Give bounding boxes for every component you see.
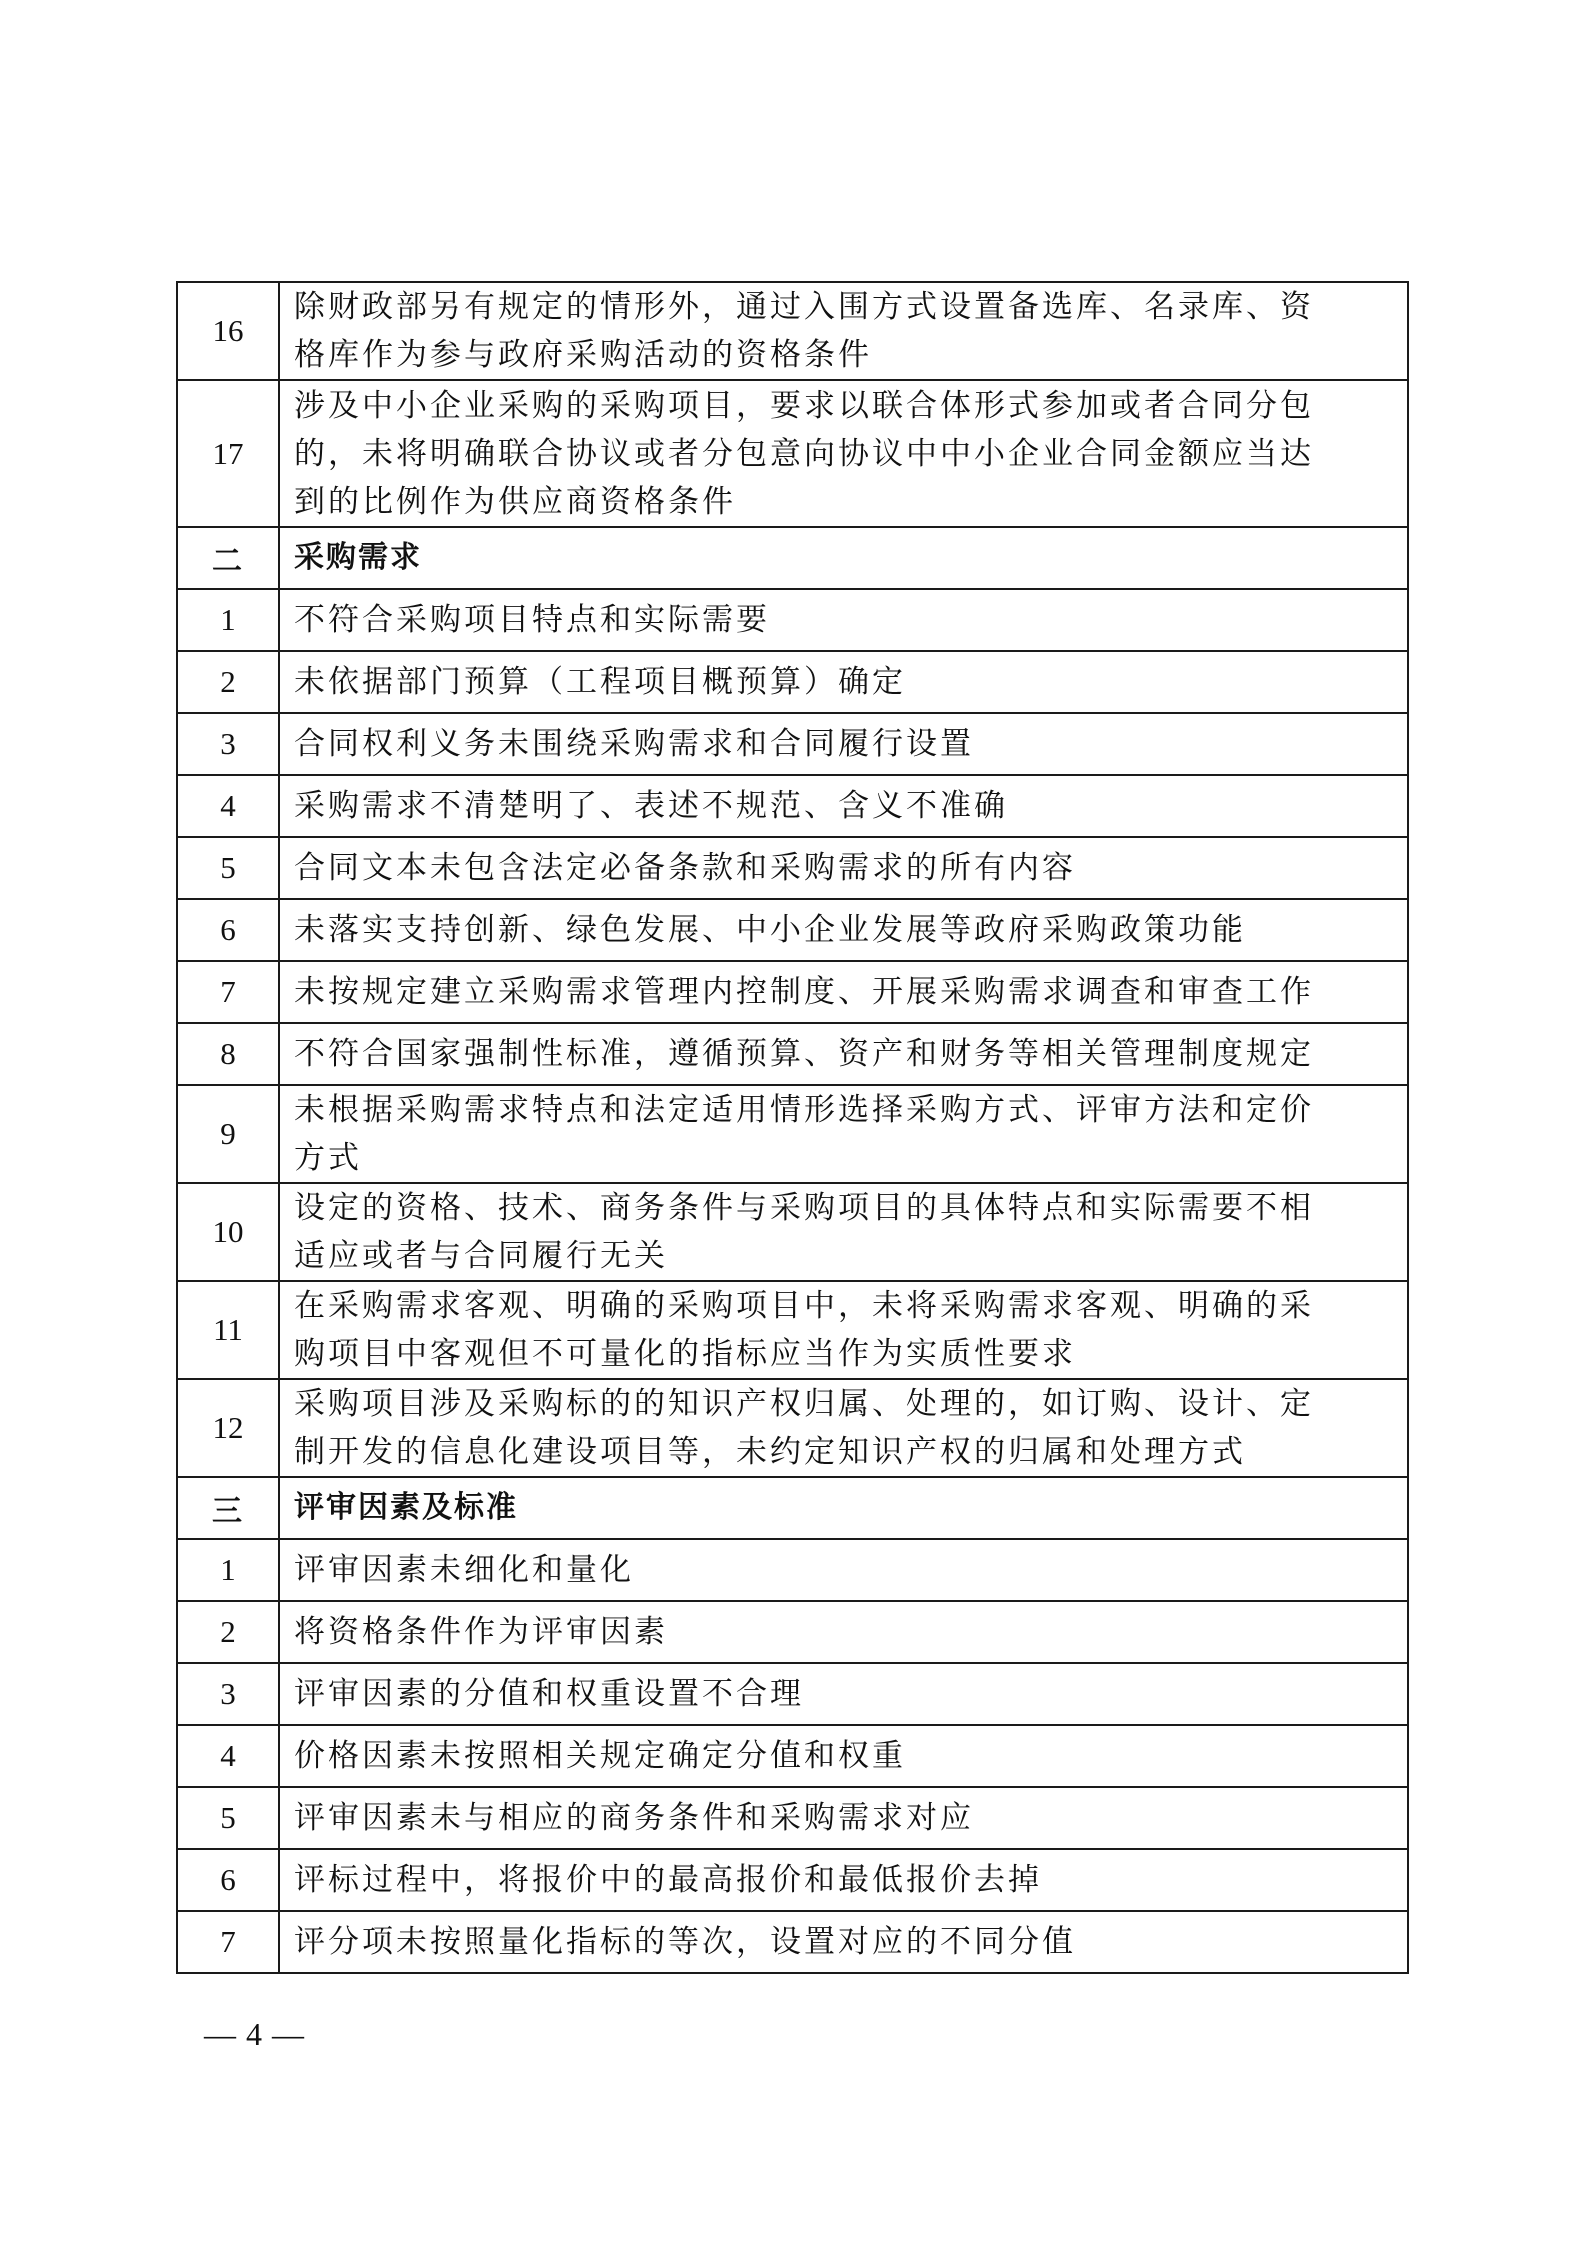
table-row [177, 1379, 1408, 1477]
item-text-cell [279, 1601, 1408, 1663]
table-row [177, 1787, 1408, 1849]
item-text-cell [279, 1183, 1408, 1281]
item-text-line: 未落实支持创新、绿色发展、中小企业发展等政府采购政策功能 [294, 912, 1246, 948]
item-number-cell: 17 [177, 380, 279, 527]
item-number-cell: 9 [177, 1085, 279, 1183]
item-text-line: 价格因素未按照相关规定确定分值和权重 [294, 1738, 906, 1774]
section-number-cell: 二 [177, 527, 279, 589]
section-title-cell [279, 1477, 1408, 1539]
item-text-line: 评审因素及标准 [294, 1490, 518, 1525]
item-text-line: 采购需求不清楚明了、表述不规范、含义不准确 [294, 788, 1008, 824]
item-number-cell: 6 [177, 899, 279, 961]
item-text-line: 不符合采购项目特点和实际需要 [294, 602, 770, 638]
table-row [177, 1601, 1408, 1663]
table-row [177, 1663, 1408, 1725]
item-number-cell: 11 [177, 1281, 279, 1379]
item-number-cell: 5 [177, 837, 279, 899]
item-text-cell [279, 713, 1408, 775]
table-row [177, 1725, 1408, 1787]
item-text-line: 设定的资格、技术、商务条件与采购项目的具体特点和实际需要不相 [294, 1190, 1314, 1226]
table-row [177, 1849, 1408, 1911]
item-text-line: 的，未将明确联合协议或者分包意向协议中中小企业合同金额应当达 [294, 435, 1314, 472]
table-body [177, 282, 1408, 1973]
item-text-cell [279, 282, 1408, 380]
item-text-line: 评审因素未细化和量化 [294, 1552, 634, 1588]
item-text-cell [279, 1849, 1408, 1911]
item-text-cell [279, 1023, 1408, 1085]
item-number-cell: 1 [177, 589, 279, 651]
item-text-line: 制开发的信息化建设项目等，未约定知识产权的归属和处理方式 [294, 1434, 1246, 1470]
item-text-line: 格库作为参与政府采购活动的资格条件 [294, 337, 872, 373]
item-number-cell: 7 [177, 1911, 279, 1973]
item-number-cell: 4 [177, 1725, 279, 1787]
item-number-cell: 7 [177, 961, 279, 1023]
section-header-row [177, 527, 1408, 589]
item-text-cell [279, 1663, 1408, 1725]
section-header-row [177, 1477, 1408, 1539]
table-row [177, 651, 1408, 713]
item-text-line: 采购需求 [294, 540, 422, 575]
item-text-cell [279, 961, 1408, 1023]
item-text-line: 评分项未按照量化指标的等次，设置对应的不同分值 [294, 1924, 1076, 1960]
item-text-line: 评审因素的分值和权重设置不合理 [294, 1676, 804, 1712]
item-number-cell: 4 [177, 775, 279, 837]
table-row [177, 380, 1408, 527]
item-text-cell [279, 1725, 1408, 1787]
item-text-cell [279, 837, 1408, 899]
item-number-cell: 2 [177, 1601, 279, 1663]
item-text-cell [279, 1539, 1408, 1601]
item-text-cell [279, 775, 1408, 837]
section-number-cell: 三 [177, 1477, 279, 1539]
table-row [177, 589, 1408, 651]
item-number-cell: 3 [177, 1663, 279, 1725]
item-text-line: 除财政部另有规定的情形外，通过入围方式设置备选库、名录库、资 [294, 289, 1314, 325]
table-row [177, 282, 1408, 380]
requirements-table [176, 281, 1409, 1974]
item-text-cell [279, 899, 1408, 961]
table-row [177, 713, 1408, 775]
table-row [177, 961, 1408, 1023]
item-number-cell: 3 [177, 713, 279, 775]
item-text-cell [279, 380, 1408, 527]
item-text-line: 方式 [294, 1140, 362, 1176]
item-text-line: 合同文本未包含法定必备条款和采购需求的所有内容 [294, 850, 1076, 886]
table-row [177, 837, 1408, 899]
item-text-line: 将资格条件作为评审因素 [294, 1614, 668, 1650]
item-text-cell [279, 589, 1408, 651]
item-text-line: 不符合国家强制性标准，遵循预算、资产和财务等相关管理制度规定 [294, 1036, 1314, 1072]
page-number: — 4 — [204, 2016, 305, 2052]
table-row [177, 1281, 1408, 1379]
item-number-cell: 5 [177, 1787, 279, 1849]
item-number-cell: 12 [177, 1379, 279, 1477]
item-text-line: 购项目中客观但不可量化的指标应当作为实质性要求 [294, 1336, 1076, 1372]
item-text-line: 合同权利义务未围绕采购需求和合同履行设置 [294, 726, 974, 762]
item-text-cell [279, 1085, 1408, 1183]
item-text-cell [279, 651, 1408, 713]
item-text-line: 采购项目涉及采购标的的知识产权归属、处理的，如订购、设计、定 [294, 1386, 1314, 1422]
item-text-line: 未根据采购需求特点和法定适用情形选择采购方式、评审方法和定价 [294, 1092, 1314, 1128]
table-row [177, 1085, 1408, 1183]
table-row [177, 1911, 1408, 1973]
item-text-cell [279, 1379, 1408, 1477]
item-number-cell: 1 [177, 1539, 279, 1601]
table-row [177, 1539, 1408, 1601]
item-text-line: 评审因素未与相应的商务条件和采购需求对应 [294, 1800, 974, 1836]
item-number-cell: 2 [177, 651, 279, 713]
item-number-cell: 16 [177, 282, 279, 380]
item-number-cell: 10 [177, 1183, 279, 1281]
item-text-cell [279, 1787, 1408, 1849]
item-text-line: 到的比例作为供应商资格条件 [294, 483, 736, 520]
item-text-line: 未依据部门预算（工程项目概预算）确定 [294, 664, 906, 700]
item-text-cell [279, 1281, 1408, 1379]
item-text-line: 适应或者与合同履行无关 [294, 1238, 668, 1274]
section-title-cell [279, 527, 1408, 589]
item-text-line: 未按规定建立采购需求管理内控制度、开展采购需求调查和审查工作 [294, 974, 1314, 1010]
item-text-cell [279, 1911, 1408, 1973]
table-row [177, 1183, 1408, 1281]
table-row [177, 775, 1408, 837]
item-text-line: 评标过程中，将报价中的最高报价和最低报价去掉 [294, 1862, 1042, 1898]
item-number-cell: 8 [177, 1023, 279, 1085]
table-row [177, 1023, 1408, 1085]
item-text-line: 在采购需求客观、明确的采购项目中，未将采购需求客观、明确的采 [294, 1288, 1314, 1324]
table-row [177, 899, 1408, 961]
item-number-cell: 6 [177, 1849, 279, 1911]
item-text-line: 涉及中小企业采购的采购项目，要求以联合体形式参加或者合同分包 [294, 387, 1314, 424]
